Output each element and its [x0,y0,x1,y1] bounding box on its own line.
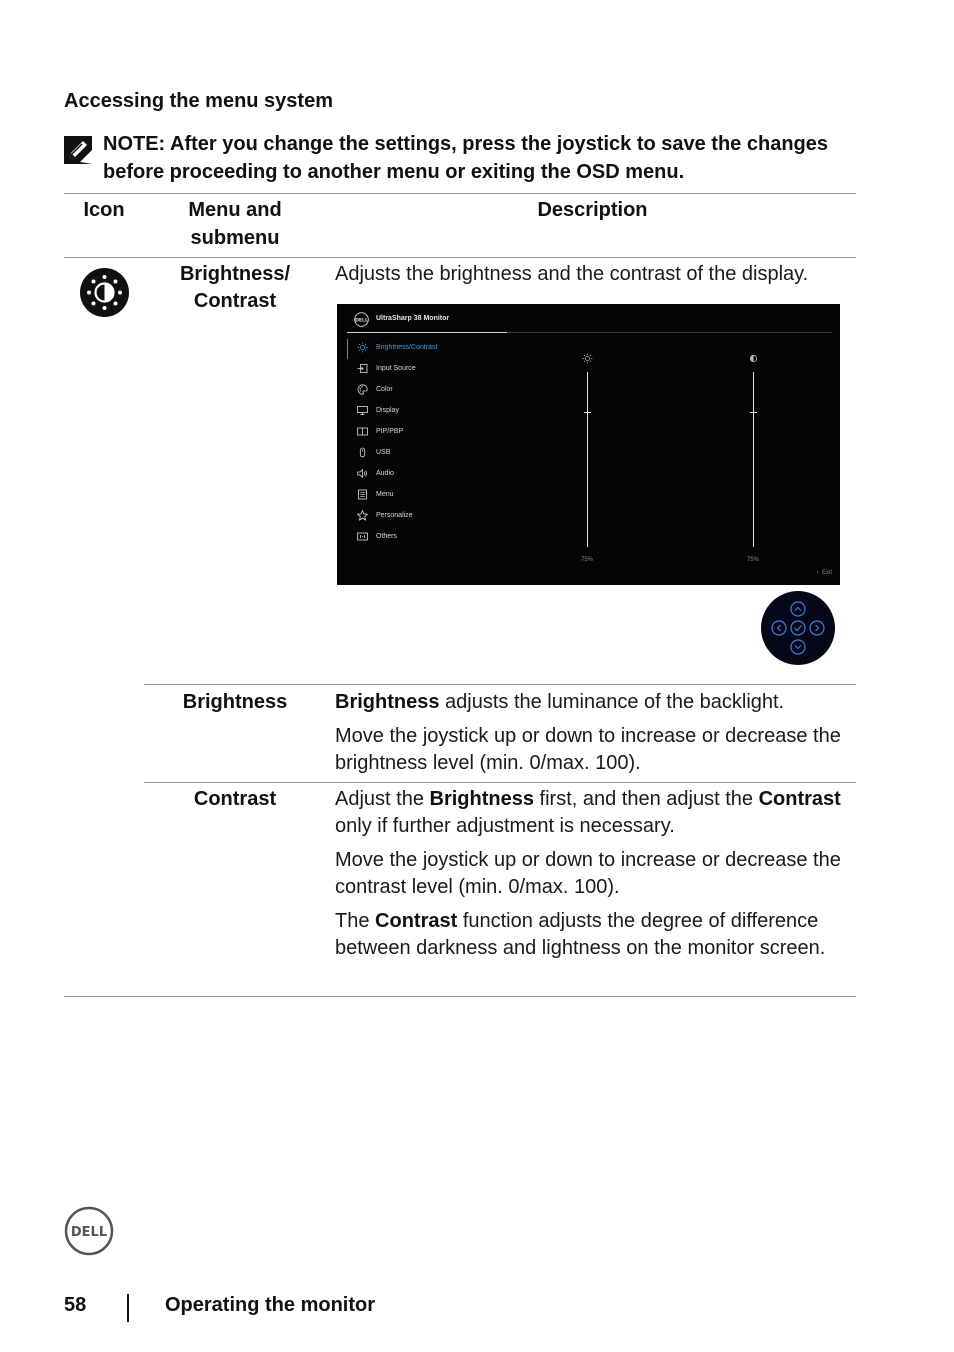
contrast-slider-icon [748,353,759,364]
star-icon [357,510,368,521]
brightness-slider-handle[interactable] [584,412,591,413]
header-border [64,257,856,258]
header-description: Description [537,199,648,221]
svg-text:DELL: DELL [355,318,368,324]
table-top-border [64,193,856,194]
osd-menu-label: Color [376,386,393,393]
contrast-paragraph-3: The Contrast function adjusts the degree of difference between darkness and lightness on the monitor screen. [335,910,826,959]
osd-menu-label: Menu [376,491,394,498]
brightness-description [335,689,850,784]
contrast-slider-handle[interactable] [750,412,757,413]
contrast-row-border [144,782,856,783]
osd-exit-label: Exit [821,570,832,576]
osd-menu-label: Audio [376,470,394,477]
menu-icon [357,489,368,500]
header-icon: Icon [83,199,125,221]
sun-icon [357,342,368,353]
osd-menu-label: Personalize [376,512,413,519]
osd-menu-label: USB [376,449,391,456]
speaker-icon [357,468,368,479]
joystick-navigation-icon [761,591,835,665]
palette-icon [357,384,368,395]
main-description: Adjusts the brightness and the contrast of the display. [335,263,809,285]
note-text: NOTE: After you change the settings, press the joystick to save the changes before proceeding to another menu or exiting the OSD menu. [103,133,828,183]
table-bottom-border [64,996,856,997]
contrast-paragraph-2: Move the joystick up or down to increase or decrease the contrast level (min. 0/max. 100). [335,849,841,898]
brightness-row-border [144,684,856,685]
pencil-note-icon [64,136,92,164]
osd-header-line-active [347,332,507,333]
brightness-paragraph-2: Move the joystick up or down to increase or decrease the brightness level (min. 0/max. 100). [335,725,841,774]
osd-title: UltraSharp 38 Monitor [376,315,450,322]
brightness-value: 75% [581,557,594,563]
usb-icon [357,447,368,458]
submenu-contrast: Contrast [193,788,277,810]
brightness-contrast-icon [80,268,129,317]
osd-menu-label: Input Source [376,365,416,372]
section-title: Accessing the menu system [64,90,333,112]
submenu-brightness: Brightness [182,691,288,713]
chevron-left-icon: ‹ [816,570,822,576]
brightness-paragraph-1: Brightness adjusts the luminance of the backlight. [335,691,785,713]
osd-screenshot [337,304,840,585]
page-number: 58 [64,1294,87,1316]
others-icon [357,531,368,542]
osd-menu-label: Others [376,533,398,540]
footer-divider [127,1294,129,1322]
contrast-description [335,786,850,969]
osd-menu-label: Brightness/Contrast [376,344,438,351]
dell-logo-icon [354,312,369,327]
brightness-slider-track[interactable] [587,372,588,547]
header-menu: Menu and submenu [188,199,282,249]
svg-text:DELL: DELL [70,1225,108,1240]
osd-menu-label: PIP/PBP [376,428,404,435]
footer-chapter-title: Operating the monitor [165,1294,375,1316]
pip-icon [357,426,368,437]
dell-logo-icon [64,1206,114,1256]
contrast-paragraph-1: Adjust the Brightness first, and then adjust the Contrast only if further adjustment is necessary. [335,788,841,837]
contrast-value: 75% [747,557,760,563]
osd-selection-bar [347,339,348,359]
menu-brightness-contrast: Brightness/ Contrast [179,263,291,312]
contrast-slider-track[interactable] [753,372,754,547]
input-icon [357,363,368,374]
osd-menu-label: Display [376,407,399,414]
display-icon [357,405,368,416]
osd-exit-button[interactable] [817,570,832,576]
brightness-slider-sun-icon [582,353,593,364]
